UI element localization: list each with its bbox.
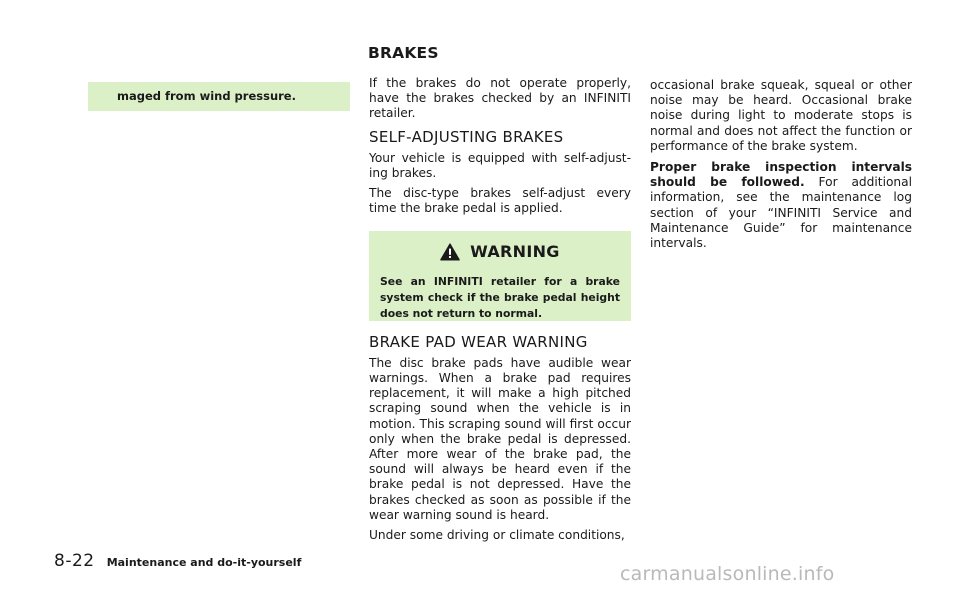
pad-wear-paragraph-1: The disc brake pads have audible wear warnings. When a brake pad requires replacement, it will make a high pitched scraping sound when the vehicle is in motion. This scraping sound will first occur only when the brake pedal is depressed. After more wear of the brake pad, the sound will always be heard even if the brake pedal is not depressed. Have the brakes checked as soon as possible if the wear warning sound is heard. (369, 355, 631, 522)
carryover-note: maged from wind pressure. (88, 82, 350, 111)
middle-column (369, 76, 631, 549)
inspection-paragraph (650, 160, 912, 251)
warning-box (369, 231, 631, 321)
self-adjusting-paragraph-1: Your vehicle is equipped with self-adjust-ing brakes. (369, 150, 631, 181)
section-title: BRAKES (368, 44, 439, 62)
warning-triangle-icon (440, 243, 460, 261)
warning-header (369, 243, 631, 261)
self-adjusting-paragraph-2: The disc-type brakes self-adjust every time the brake pedal is applied. (369, 186, 631, 216)
warning-label: WARNING (470, 242, 560, 262)
pad-wear-paragraph-2: Under some driving or climate conditions, (369, 528, 625, 543)
page-footer (54, 551, 301, 571)
intro-paragraph: If the brakes do not operate properly, have the brakes checked by an INFINITI retailer. (369, 76, 631, 121)
watermark: carmanualsonline.info (620, 563, 835, 585)
inspection-bold-lead: Proper brake inspection intervals should be followed. (650, 160, 912, 190)
right-column (650, 78, 912, 257)
page-number: 8-22 (54, 551, 95, 571)
pad-wear-heading: BRAKE PAD WEAR WARNING (369, 332, 588, 351)
chapter-title: Maintenance and do-it-yourself (106, 556, 302, 569)
self-adjusting-heading: SELF-ADJUSTING BRAKES (369, 127, 564, 146)
warning-text: See an INFINITI retailer for a brake system check if the brake pedal height does not return to normal. (380, 274, 620, 320)
inspection-text: For additional information, see the maintenance log section of your “INFINITI Service and Maintenance Guide” for maintenance intervals. (650, 175, 912, 251)
brake-noise-paragraph: occasional brake squeak, squeal or other noise may be heard. Occasional brake noise during light to moderate stops is normal and does not affect the function or performance of the brake system. (650, 78, 912, 153)
